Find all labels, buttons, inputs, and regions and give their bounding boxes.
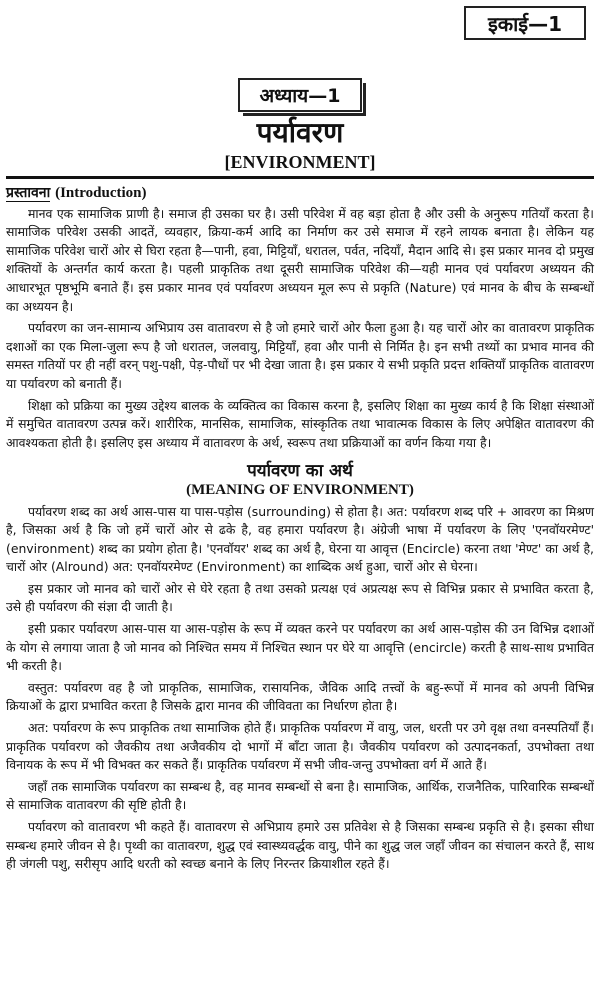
paragraph: अत: पर्यावरण के रूप प्राकृतिक तथा सामाजिक होते हैं। प्राकृतिक पर्यावरण में वायु, जल, धरती पर उगे वृक्ष तथा वनस्पतियाँ हैं। प्राकृतिक पर्यावरण को जैवकीय तथा अजैवकीय दो भागों में बाँटा जाता है। जैवकीय पर्यावरण को उत्पादनकर्ता, उपभोक्ता तथा विनायक के रूप में भी विभक्त कर सकते हैं। प्राकृतिक पर्यावरण में सभी जीव-जन्तु उपभोक्ता वर्ग में आते हैं।: [6, 720, 594, 773]
page-title: पर्यावरण: [256, 116, 344, 149]
paragraph: इसी प्रकार पर्यावरण आस-पास या आस-पड़ोस के रूप में व्यक्त करने पर पर्यावरण का अर्थ आस-पड़ोस की उन विभिन्न दशाओं के योग से लगाया जाता है जो मानव को निश्चित समय में निश्चित स्थान पर घेरे या आवृत्ति (encircle) करती है साथ-साथ प्रभावित भी करती है।: [6, 621, 594, 674]
page-title-english: [ENVIRONMENT]: [224, 152, 376, 172]
paragraph: जहाँ तक सामाजिक पर्यावरण का सम्बन्ध है, वह मानव सम्बन्धों से बना है। सामाजिक, आर्थिक, राजनैतिक, पारिवारिक सम्बन्धों से सामाजिक वातावरण की सृष्टि होती है।: [6, 778, 594, 813]
paragraph: शिक्षा को प्रक्रिया का मुख्य उद्देश्य बालक के व्यक्तित्व का विकास करना है, इसलिए शिक्षा का मुख्य कार्य है कि शिक्षा संस्थाओं में समुचित वातावरण उत्पन्न करें। शारीरिक, मानसिक, सामाजिक, सांस्कृतिक तथा भावात्मक विकास के लिए अपेक्षित वातावरण की आवश्यकता होती है। इसलिए इस अध्याय में वातावरण के अर्थ, स्वरूप तथा प्रक्रियाओं का वर्णन किया गया है।: [6, 397, 594, 450]
chapter-label: अध्याय—1: [238, 78, 362, 112]
section-heading: पर्यावरण का अर्थ: [247, 461, 353, 482]
paragraph: मानव एक सामाजिक प्राणी है। समाज ही उसका घर है। उसी परिवेश में वह बड़ा होता है और उसी के अनुरूप गतियाँ करता है। सामाजिक परिवेश उसकी आदतें, व्यवहार, क्रिया-कर्म आदि का निर्माण कर उसे समाज में रहने लायक बनाता है। लेकिन यह सामाजिक परिवेश चारों ओर से घिरा रहता है—पानी, हवा, मिट्टियाँ, धरातल, पर्वत, नदियाँ, मैदान आदि से। इस प्रकार मानव दो प्रमुख शक्तियों के अन्तर्गत कार्य करता है। पहली प्राकृतिक तथा दूसरी सामाजिक परिवेश की—यही मानव एवं पर्यावरण अध्ययन की आधारभूत पृष्ठभूमि बनाते हैं। इस प्रकार मानव एवं पर्यावरण अध्ययन मूल रूप से प्रकृति (Nature) एवं मानव के बीच के सम्बन्धों का अध्ययन है।: [6, 205, 594, 314]
paragraph: पर्यावरण का जन-सामान्य अभिप्राय उस वातावरण से है जो हमारे चारों ओर फैला हुआ है। यह चारों ओर का वातावरण प्राकृतिक दशाओं का एक मिला-जुला रूप है जो धरातल, जलवायु, मिट्टियाँ, हवा और पानी से निर्मित है। इन सभी तथ्यों का प्रभाव मानव की समस्त गतियों पर ही नहीं वरन् पशु-पक्षी, पेड़-पौधों पर भी देखा जाता है। इस प्रकार ये सभी प्रकृति प्रदत्त शक्तियाँ प्राकृतिक वातावरण या पर्यावरण को बनाती हैं।: [6, 320, 594, 391]
introduction-heading: [6, 184, 594, 203]
paragraph: पर्यावरण शब्द का अर्थ आस-पास या पास-पड़ोस (surrounding) से होता है। अत: पर्यावरण शब्द परि + आवरण का मिश्रण है, जिसका अर्थ है कि जो हमें चारों ओर से ढके है, वह हमारा पर्यावरण है। अंग्रेजी भाषा में पर्यावरण के लिए 'एनवॉयरमेण्ट' (environment) शब्द का प्रयोग होता है। 'एनवॉयर' शब्द का अर्थ है, घेरना या आवृत्त (Encircle) करना तथा 'मेण्ट' का अर्थ है, चारों ओर (Alround) अत: एनवॉयरमेण्ट (Environment) का शाब्दिक अर्थ हुआ, चारों ओर से घेरना।: [6, 503, 594, 575]
paragraph: इस प्रकार जो मानव को चारों ओर से घेरे रहता है तथा उसको प्रत्यक्ष एवं अप्रत्यक्ष रूप से विभिन्न प्रकार से प्रभावित करता है, उसे ही पर्यावरण की संज्ञा दी जाती है।: [6, 580, 594, 615]
title-divider: [6, 176, 594, 179]
introduction-heading-hindi: प्रस्तावना: [6, 185, 51, 201]
paragraph: वस्तुत: पर्यावरण वह है जो प्राकृतिक, सामाजिक, रासायनिक, जैविक आदि तत्त्वों के बहु-रूपों में मानव को अपनी विभिन्न क्रियाओं के द्वारा प्रभावित करता है जिसके द्वारा मानव की जीविवता का निर्धारण होता है।: [6, 679, 594, 714]
section-heading-english: (MEANING OF ENVIRONMENT): [186, 481, 414, 498]
introduction-heading-english: (Introduction): [55, 185, 147, 201]
unit-label: इकाई—1: [464, 6, 586, 40]
document-body: [6, 184, 594, 877]
paragraph: पर्यावरण को वातावरण भी कहते हैं। वातावरण से अभिप्राय हमारे उस प्रतिवेश से है जिसका सम्बन्ध प्रकृति से है। इसका सीधा सम्बन्ध हमारे जीवन से है। पृथ्वी का वातावरण, शुद्ध एवं स्वास्थ्यवर्द्धक वायु, पीने का शुद्ध जल जहाँ जीवन का संचालन करते हैं, साथ ही जंगली पशु, सरीसृप आदि धरती को स्वच्छ बनाने के लिए निरन्तर क्रियाशील रहते हैं।: [6, 819, 594, 872]
